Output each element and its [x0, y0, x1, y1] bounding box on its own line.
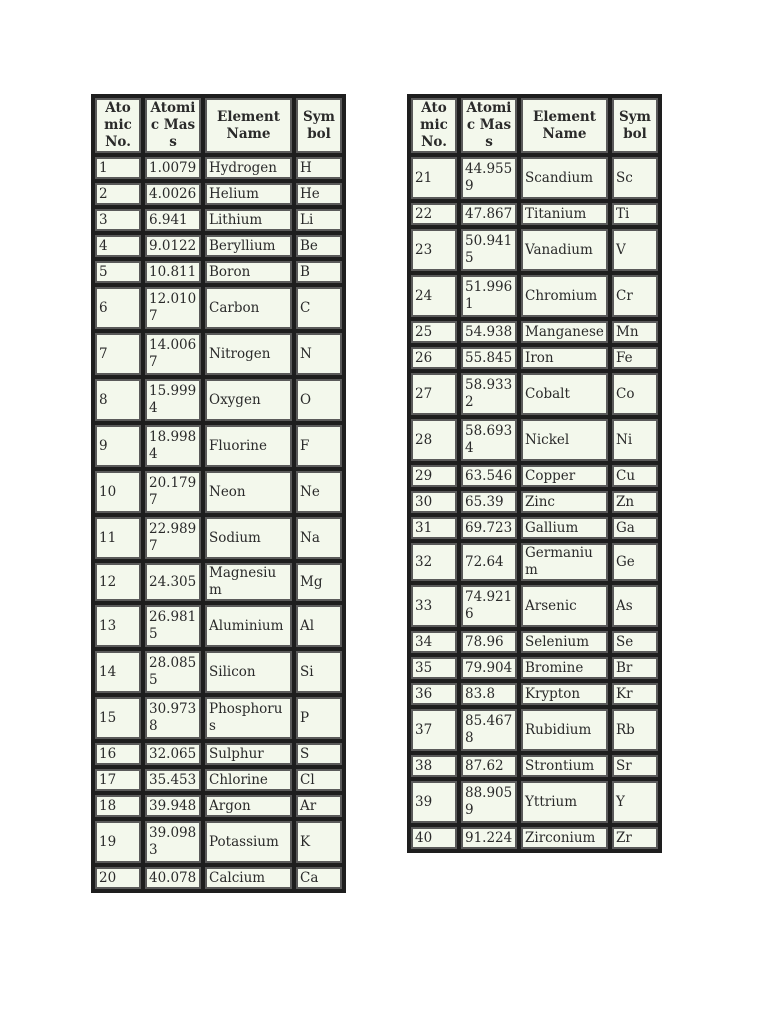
atomic-no-cell: 30: [411, 491, 457, 513]
atomic-mass-cell: 14.0067: [145, 333, 201, 375]
element-name-cell: Oxygen: [205, 379, 292, 421]
header-atomic-no: Atomic No.: [95, 98, 141, 153]
element-row: [95, 769, 342, 791]
element-name-cell: Silicon: [205, 651, 292, 693]
atomic-no-cell: 10: [95, 471, 141, 513]
header-atomic-no: Atomic No.: [411, 98, 457, 153]
element-row: [411, 229, 658, 271]
element-row: [411, 157, 658, 199]
symbol-cell: Ni: [612, 419, 658, 461]
atomic-mass-cell: 74.9216: [461, 585, 517, 627]
element-row: [411, 657, 658, 679]
atomic-mass-cell: 24.305: [145, 563, 201, 601]
symbol-cell: Na: [296, 517, 342, 559]
element-row: [411, 419, 658, 461]
symbol-cell: Be: [296, 235, 342, 257]
atomic-mass-cell: 58.9332: [461, 373, 517, 415]
atomic-mass-cell: 6.941: [145, 209, 201, 231]
atomic-mass-cell: 63.546: [461, 465, 517, 487]
header-symbol: Symbol: [296, 98, 342, 153]
atomic-no-cell: 40: [411, 827, 457, 849]
symbol-cell: He: [296, 183, 342, 205]
element-row: [95, 821, 342, 863]
symbol-cell: Zr: [612, 827, 658, 849]
element-row: [411, 709, 658, 751]
element-row: [411, 347, 658, 369]
atomic-no-cell: 17: [95, 769, 141, 791]
atomic-no-cell: 22: [411, 203, 457, 225]
symbol-cell: P: [296, 697, 342, 739]
element-name-cell: Iron: [521, 347, 608, 369]
symbol-cell: C: [296, 287, 342, 329]
header-element-name: Element Name: [205, 98, 292, 153]
atomic-mass-cell: 39.0983: [145, 821, 201, 863]
element-row: [95, 795, 342, 817]
atomic-mass-cell: 69.723: [461, 517, 517, 539]
element-name-cell: Selenium: [521, 631, 608, 653]
element-row: [95, 333, 342, 375]
element-row: [411, 755, 658, 777]
element-name-cell: Calcium: [205, 867, 292, 889]
element-row: [411, 631, 658, 653]
symbol-cell: S: [296, 743, 342, 765]
element-row: [411, 275, 658, 317]
symbol-cell: Al: [296, 605, 342, 647]
symbol-cell: Ca: [296, 867, 342, 889]
symbol-cell: Ne: [296, 471, 342, 513]
atomic-mass-cell: 30.9738: [145, 697, 201, 739]
element-row: [95, 517, 342, 559]
element-row: [95, 183, 342, 205]
atomic-no-cell: 15: [95, 697, 141, 739]
symbol-cell: Y: [612, 781, 658, 823]
element-name-cell: Carbon: [205, 287, 292, 329]
elements-table-right: [407, 94, 662, 853]
atomic-no-cell: 9: [95, 425, 141, 467]
element-row: [95, 379, 342, 421]
element-name-cell: Scandium: [521, 157, 608, 199]
atomic-no-cell: 26: [411, 347, 457, 369]
element-name-cell: Potassium: [205, 821, 292, 863]
atomic-no-cell: 37: [411, 709, 457, 751]
element-name-cell: Rubidium: [521, 709, 608, 751]
element-row: [95, 743, 342, 765]
element-name-cell: Copper: [521, 465, 608, 487]
atomic-mass-cell: 85.4678: [461, 709, 517, 751]
element-row: [95, 605, 342, 647]
atomic-mass-cell: 47.867: [461, 203, 517, 225]
atomic-no-cell: 5: [95, 261, 141, 283]
atomic-no-cell: 21: [411, 157, 457, 199]
atomic-no-cell: 13: [95, 605, 141, 647]
atomic-no-cell: 6: [95, 287, 141, 329]
element-name-cell: Chromium: [521, 275, 608, 317]
atomic-no-cell: 34: [411, 631, 457, 653]
element-name-cell: Zirconium: [521, 827, 608, 849]
symbol-cell: Zn: [612, 491, 658, 513]
element-name-cell: Nitrogen: [205, 333, 292, 375]
element-name-cell: Titanium: [521, 203, 608, 225]
atomic-no-cell: 18: [95, 795, 141, 817]
element-name-cell: Chlorine: [205, 769, 292, 791]
atomic-mass-cell: 22.9897: [145, 517, 201, 559]
atomic-mass-cell: 26.9815: [145, 605, 201, 647]
element-row: [411, 517, 658, 539]
atomic-mass-cell: 18.9984: [145, 425, 201, 467]
atomic-mass-cell: 55.845: [461, 347, 517, 369]
symbol-cell: Kr: [612, 683, 658, 705]
element-name-cell: Manganese: [521, 321, 608, 343]
element-row: [411, 585, 658, 627]
atomic-no-cell: 4: [95, 235, 141, 257]
atomic-no-cell: 11: [95, 517, 141, 559]
atomic-no-cell: 27: [411, 373, 457, 415]
symbol-cell: Fe: [612, 347, 658, 369]
right-table-body: [411, 157, 658, 849]
element-name-cell: Germanium: [521, 543, 608, 581]
symbol-cell: Sr: [612, 755, 658, 777]
element-row: [95, 157, 342, 179]
atomic-mass-cell: 72.64: [461, 543, 517, 581]
symbol-cell: Ga: [612, 517, 658, 539]
element-name-cell: Fluorine: [205, 425, 292, 467]
header-row: [95, 98, 342, 153]
symbol-cell: As: [612, 585, 658, 627]
header-atomic-mass: Atomic Mass: [145, 98, 201, 153]
atomic-no-cell: 31: [411, 517, 457, 539]
atomic-no-cell: 38: [411, 755, 457, 777]
symbol-cell: Cr: [612, 275, 658, 317]
element-row: [411, 683, 658, 705]
element-name-cell: Neon: [205, 471, 292, 513]
element-row: [411, 781, 658, 823]
atomic-mass-cell: 51.9961: [461, 275, 517, 317]
header-element-name: Element Name: [521, 98, 608, 153]
atomic-mass-cell: 50.9415: [461, 229, 517, 271]
atomic-no-cell: 35: [411, 657, 457, 679]
element-name-cell: Phosphorus: [205, 697, 292, 739]
atomic-no-cell: 7: [95, 333, 141, 375]
header-symbol: Symbol: [612, 98, 658, 153]
element-row: [411, 465, 658, 487]
element-name-cell: Yttrium: [521, 781, 608, 823]
element-row: [411, 827, 658, 849]
symbol-cell: Ge: [612, 543, 658, 581]
symbol-cell: Si: [296, 651, 342, 693]
element-row: [411, 491, 658, 513]
element-name-cell: Hydrogen: [205, 157, 292, 179]
atomic-mass-cell: 20.1797: [145, 471, 201, 513]
symbol-cell: Cl: [296, 769, 342, 791]
atomic-mass-cell: 32.065: [145, 743, 201, 765]
element-row: [95, 287, 342, 329]
element-name-cell: Gallium: [521, 517, 608, 539]
symbol-cell: Rb: [612, 709, 658, 751]
symbol-cell: Mg: [296, 563, 342, 601]
element-row: [95, 425, 342, 467]
element-name-cell: Argon: [205, 795, 292, 817]
atomic-no-cell: 32: [411, 543, 457, 581]
element-row: [411, 543, 658, 581]
symbol-cell: Cu: [612, 465, 658, 487]
atomic-no-cell: 12: [95, 563, 141, 601]
elements-table-left: [91, 94, 346, 893]
atomic-mass-cell: 28.0855: [145, 651, 201, 693]
atomic-no-cell: 24: [411, 275, 457, 317]
symbol-cell: Mn: [612, 321, 658, 343]
symbol-cell: O: [296, 379, 342, 421]
atomic-mass-cell: 10.811: [145, 261, 201, 283]
symbol-cell: K: [296, 821, 342, 863]
element-name-cell: Sodium: [205, 517, 292, 559]
element-row: [411, 321, 658, 343]
element-name-cell: Sulphur: [205, 743, 292, 765]
atomic-mass-cell: 44.9559: [461, 157, 517, 199]
atomic-no-cell: 23: [411, 229, 457, 271]
symbol-cell: Sc: [612, 157, 658, 199]
header-row: [411, 98, 658, 153]
element-name-cell: Arsenic: [521, 585, 608, 627]
symbol-cell: Se: [612, 631, 658, 653]
element-name-cell: Lithium: [205, 209, 292, 231]
atomic-mass-cell: 87.62: [461, 755, 517, 777]
atomic-mass-cell: 4.0026: [145, 183, 201, 205]
element-row: [95, 209, 342, 231]
element-name-cell: Boron: [205, 261, 292, 283]
atomic-no-cell: 25: [411, 321, 457, 343]
atomic-no-cell: 8: [95, 379, 141, 421]
element-name-cell: Strontium: [521, 755, 608, 777]
atomic-mass-cell: 88.9059: [461, 781, 517, 823]
element-name-cell: Nickel: [521, 419, 608, 461]
atomic-mass-cell: 1.0079: [145, 157, 201, 179]
atomic-no-cell: 3: [95, 209, 141, 231]
atomic-mass-cell: 35.453: [145, 769, 201, 791]
atomic-mass-cell: 39.948: [145, 795, 201, 817]
element-row: [95, 651, 342, 693]
symbol-cell: Br: [612, 657, 658, 679]
atomic-mass-cell: 83.8: [461, 683, 517, 705]
symbol-cell: Ar: [296, 795, 342, 817]
element-row: [95, 867, 342, 889]
symbol-cell: F: [296, 425, 342, 467]
atomic-mass-cell: 40.078: [145, 867, 201, 889]
element-name-cell: Vanadium: [521, 229, 608, 271]
symbol-cell: B: [296, 261, 342, 283]
element-name-cell: Cobalt: [521, 373, 608, 415]
element-name-cell: Bromine: [521, 657, 608, 679]
symbol-cell: Li: [296, 209, 342, 231]
element-row: [95, 261, 342, 283]
symbol-cell: N: [296, 333, 342, 375]
element-name-cell: Krypton: [521, 683, 608, 705]
atomic-mass-cell: 15.9994: [145, 379, 201, 421]
element-row: [411, 203, 658, 225]
atomic-no-cell: 19: [95, 821, 141, 863]
atomic-mass-cell: 9.0122: [145, 235, 201, 257]
symbol-cell: V: [612, 229, 658, 271]
atomic-no-cell: 2: [95, 183, 141, 205]
symbol-cell: Co: [612, 373, 658, 415]
symbol-cell: Ti: [612, 203, 658, 225]
element-name-cell: Beryllium: [205, 235, 292, 257]
element-name-cell: Helium: [205, 183, 292, 205]
left-table-body: [95, 157, 342, 889]
element-name-cell: Zinc: [521, 491, 608, 513]
atomic-no-cell: 29: [411, 465, 457, 487]
atomic-mass-cell: 12.0107: [145, 287, 201, 329]
atomic-no-cell: 36: [411, 683, 457, 705]
atomic-mass-cell: 54.938: [461, 321, 517, 343]
element-row: [95, 471, 342, 513]
element-row: [95, 235, 342, 257]
atomic-mass-cell: 65.39: [461, 491, 517, 513]
atomic-no-cell: 33: [411, 585, 457, 627]
atomic-no-cell: 16: [95, 743, 141, 765]
atomic-mass-cell: 79.904: [461, 657, 517, 679]
symbol-cell: H: [296, 157, 342, 179]
element-name-cell: Magnesium: [205, 563, 292, 601]
element-row: [411, 373, 658, 415]
header-atomic-mass: Atomic Mass: [461, 98, 517, 153]
atomic-mass-cell: 91.224: [461, 827, 517, 849]
atomic-no-cell: 1: [95, 157, 141, 179]
element-name-cell: Aluminium: [205, 605, 292, 647]
atomic-no-cell: 28: [411, 419, 457, 461]
atomic-mass-cell: 58.6934: [461, 419, 517, 461]
atomic-no-cell: 39: [411, 781, 457, 823]
atomic-no-cell: 14: [95, 651, 141, 693]
element-row: [95, 563, 342, 601]
element-row: [95, 697, 342, 739]
atomic-no-cell: 20: [95, 867, 141, 889]
atomic-mass-cell: 78.96: [461, 631, 517, 653]
